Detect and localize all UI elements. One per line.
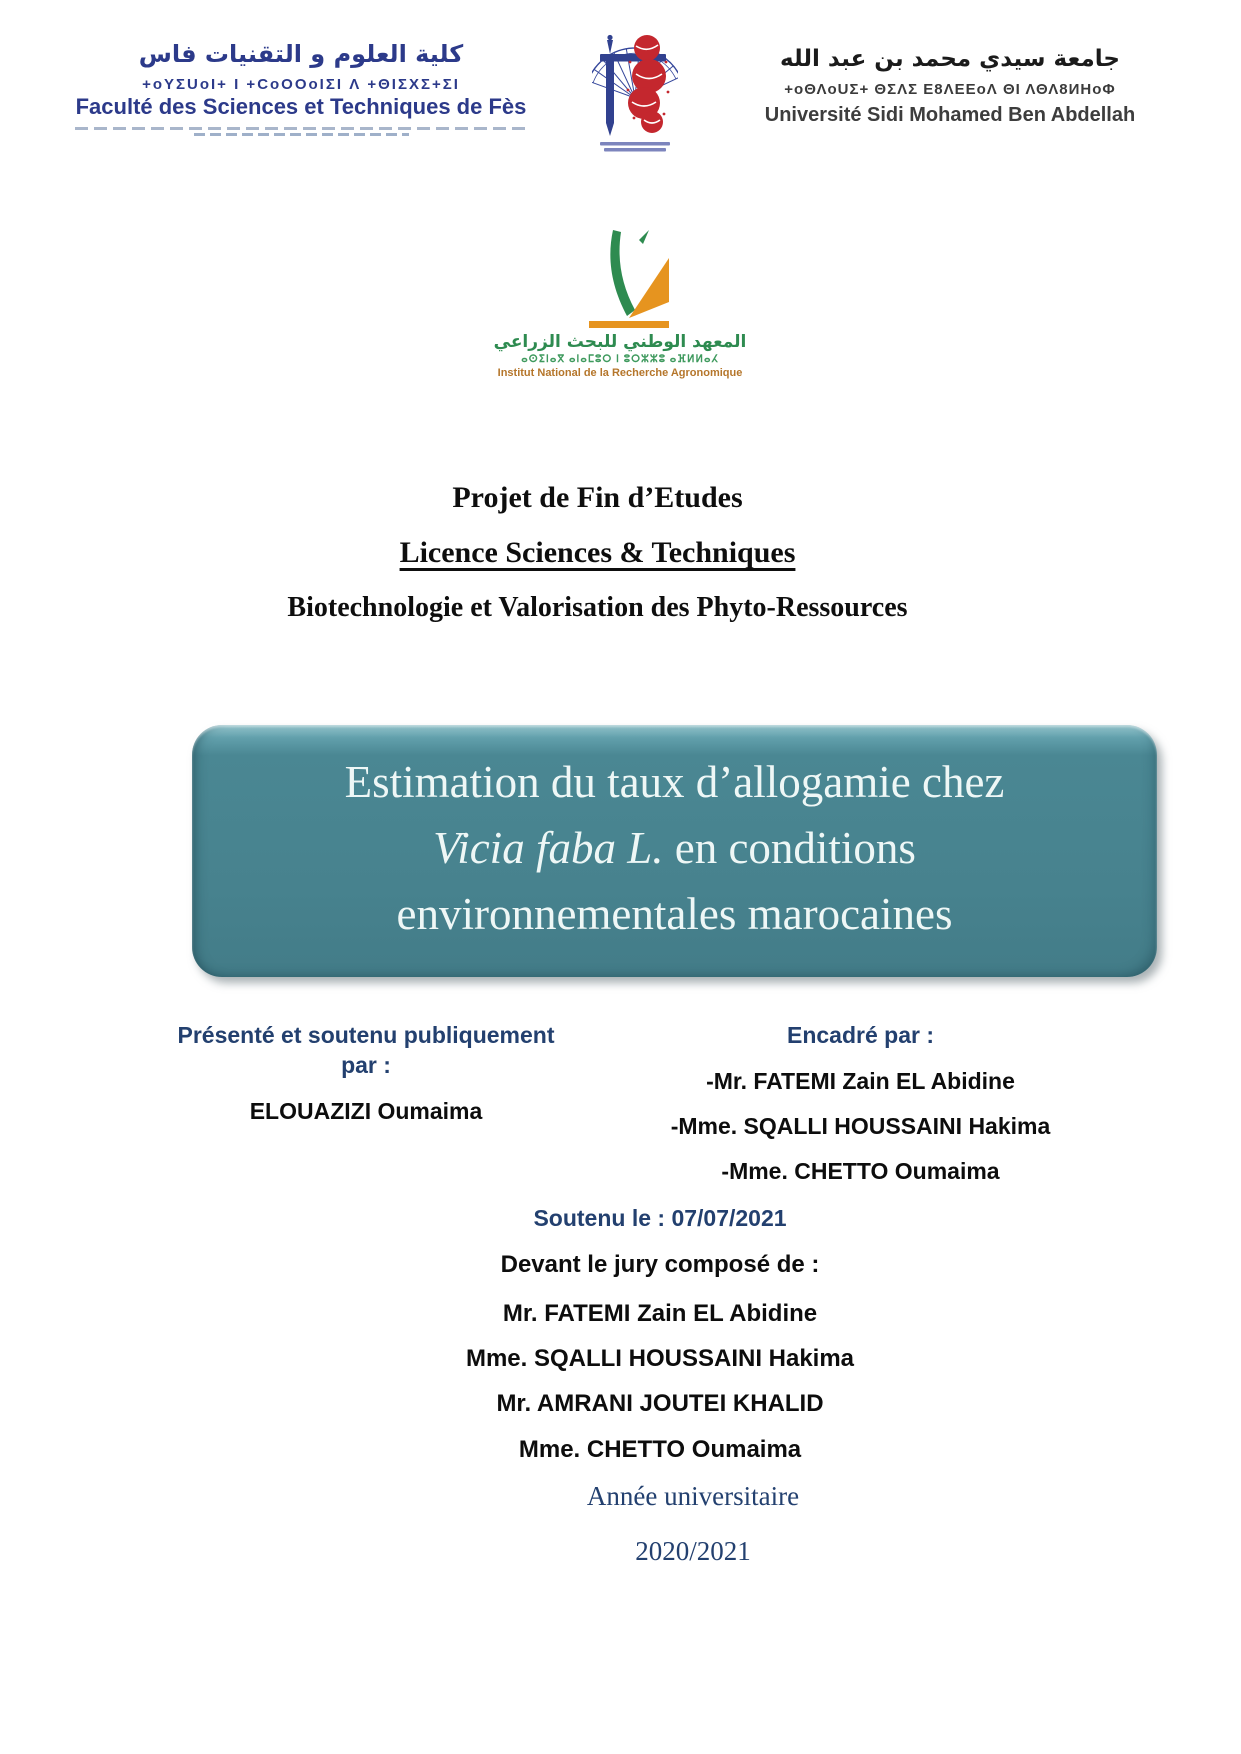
program-title: Biotechnologie et Valorisation des Phyto-Ressources [287,592,908,623]
supervisors-block [628,1020,1093,1185]
header-separator-dashes-short [194,133,409,136]
thesis-title-line1: Estimation du taux d’allogamie chez [344,757,1005,807]
thesis-title-line2-rest: en conditions [663,823,916,873]
jury-member: Mr. AMRANI JOUTEI KHALID [496,1390,824,1417]
supervisor-name: -Mme. SQALLI HOUSSAINI Hakima [670,1113,1051,1139]
university-name-tifinagh: +oΘΛoUΣ+ ΘΣΛΣ Ε8ΛΕΕoΛ ΘΙ ΛΘΛ8ИНoΦ [784,81,1116,98]
inra-name-french: Institut National de la Recherche Agronomique [497,367,743,379]
degree-title-text: Licence Sciences & Techniques [399,536,796,569]
academic-year-label: Année universitaire [586,1481,800,1511]
species-name-italic: Vicia faba L. [433,823,664,873]
faculty-name-tifinagh: +oYΣUoI+ I +CoOOoIΣI Λ +ΘΙΣΧΣ+ΣΙ [142,76,460,93]
supervisors-label: Encadré par : [787,1022,934,1048]
faculty-name-arabic: كلية العلوم و التقنيات فاس [138,40,464,68]
header-separator-dashes [75,127,527,130]
thesis-title-line3: environnementales marocaines [396,889,953,939]
jury-member: Mme. SQALLI HOUSSAINI Hakima [465,1345,855,1372]
faculty-header-block [75,40,527,136]
degree-title [0,536,1195,570]
defense-date-line: Soutenu le : 07/07/2021 [533,1205,787,1231]
inra-name-tifinagh: ⴰⵙⵉⵏⴰⴳ ⴰⵏⴰⵎⵓⵔ ⵏ ⵓⵔⵣⵣⵓ ⴰⴼⵍⵍⴰⵃ [521,354,719,365]
university-name-arabic: جامعة سيدي محمد بن عبد الله [780,46,1120,72]
inra-sprout-logo [583,228,675,328]
university-header-block [740,46,1160,127]
emblem-caption-lines [600,142,670,152]
author-name: ELOUAZIZI Oumaima [249,1098,483,1124]
academic-year-value: 2020/2021 [635,1536,751,1566]
supervisor-name: -Mr. FATEMI Zain EL Abidine [706,1068,1015,1094]
presented-by-label-line2: par : [341,1052,391,1078]
presented-by-label-line1: Présenté et soutenu publiquement [177,1022,555,1048]
thesis-title-line2 [192,815,1157,881]
document-type-title: Projet de Fin d’Etudes [452,481,743,514]
jury-member: Mme. CHETTO Oumaima [518,1436,802,1463]
university-name-french: Université Sidi Mohamed Ben Abdellah [764,104,1136,126]
inra-name-arabic: المعهد الوطني للبحث الزراعي [493,332,747,352]
inra-logo-block [420,228,820,379]
university-emblem-logo [592,10,678,158]
jury-member: Mr. FATEMI Zain EL Abidine [502,1300,818,1327]
faculty-name-french: Faculté des Sciences et Techniques de Fès [75,94,527,119]
presented-by-block [140,1020,592,1125]
supervisor-name: -Mme. CHETTO Oumaima [721,1158,1000,1184]
thesis-title-box [192,725,1157,977]
jury-label: Devant le jury composé de : [500,1251,820,1278]
